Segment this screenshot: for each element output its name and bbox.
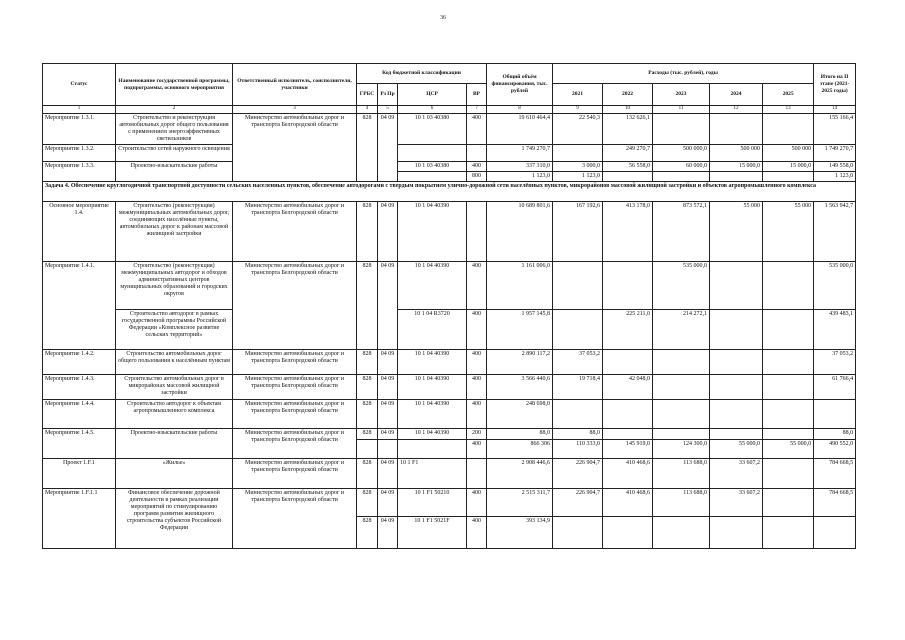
row-stage	[814, 517, 856, 549]
row-rzpr: 04 09	[378, 517, 398, 549]
col-num: 3	[233, 106, 357, 114]
row-executor: Министерство автомобильных дорог и транспорта Белгородской области	[233, 429, 357, 459]
row-2024	[710, 310, 763, 350]
row-vr: 400	[467, 375, 487, 400]
row-vr: 400	[467, 400, 487, 429]
row-2023	[653, 517, 710, 549]
row-2023: 124 300,0	[653, 440, 710, 459]
row-2021: 167 192,6	[553, 202, 603, 262]
row-vr	[467, 145, 487, 162]
row-grbs: 828	[357, 429, 378, 440]
table-row	[43, 459, 856, 489]
row-vr: 400	[467, 517, 487, 549]
table-row	[43, 489, 856, 517]
column-number-row	[43, 106, 856, 114]
row-vr	[467, 202, 487, 262]
row-rzpr	[378, 440, 398, 459]
row-grbs: 828	[357, 262, 378, 350]
row-2023	[653, 429, 710, 440]
row-2023: 113 688,0	[653, 459, 710, 489]
row-stage: 1 563 942,7	[814, 202, 856, 262]
row-csr: 10 1 03 40380	[398, 114, 467, 145]
row-2022: 225 211,0	[603, 310, 653, 350]
table-row	[43, 262, 856, 310]
row-2025	[763, 400, 814, 429]
row-total: 337 310,0	[487, 162, 553, 172]
row-total: 2 908 446,6	[487, 459, 553, 489]
row-stage: 439 483,1	[814, 310, 856, 350]
row-csr: 10 1 04 R3720	[398, 310, 467, 350]
row-name: Строительство автомобильных дорог общего пользования к населённым пунктам	[116, 350, 233, 375]
row-2021	[553, 310, 603, 350]
row-csr: 10 1 F1	[398, 459, 467, 489]
row-total: 2 515 311,7	[487, 489, 553, 517]
row-2025	[763, 262, 814, 310]
row-grbs: 828	[357, 459, 378, 489]
row-2023: 60 000,0	[653, 162, 710, 172]
row-total: 866 306	[487, 440, 553, 459]
header-program: Наименование государственной программы, подпрограммы, основного мероприятия	[116, 64, 233, 106]
col-num: 13	[763, 106, 814, 114]
header-2024: 2024	[710, 84, 763, 106]
row-2025: 55 000,0	[763, 440, 814, 459]
header-rzpr: Рз Пр	[378, 84, 398, 106]
row-2023	[653, 400, 710, 429]
header-status: Статус	[43, 64, 116, 106]
row-2025	[763, 489, 814, 517]
row-grbs: 828	[357, 350, 378, 375]
row-2025	[763, 350, 814, 375]
row-2022	[603, 262, 653, 310]
row-2025	[763, 375, 814, 400]
row-name: Строительство (реконструкция) межмуниципальных автодорог и обходов административных центров муниципальных образований и городских округов	[116, 262, 233, 310]
row-total: 3 566 440,6	[487, 375, 553, 400]
row-2024	[710, 400, 763, 429]
row-2021	[553, 517, 603, 549]
row-2025: 500 000	[763, 145, 814, 162]
header-executor: Ответственный исполнитель, соисполнители, участники	[233, 64, 357, 106]
row-2025: 55 000	[763, 202, 814, 262]
row-stage: 149 558,0	[814, 162, 856, 172]
row-2024	[710, 114, 763, 145]
row-2022	[603, 429, 653, 440]
col-num: 4	[357, 106, 378, 114]
row-status: Основное мероприятие 1.4.	[43, 202, 116, 262]
row-total: 2 890 117,2	[487, 350, 553, 375]
row-grbs: 828	[357, 202, 378, 262]
row-2023: 214 272,1	[653, 310, 710, 350]
header-2022: 2022	[603, 84, 653, 106]
row-csr: 10 1 F1 5021F	[398, 517, 467, 549]
row-2021: 110 333,0	[553, 440, 603, 459]
row-2023	[653, 114, 710, 145]
row-status: Мероприятие 1.4.2.	[43, 350, 116, 375]
row-2023: 873 572,1	[653, 202, 710, 262]
row-2021: 1 123,0	[553, 172, 603, 182]
row-grbs: 828	[357, 400, 378, 429]
row-vr: 400	[467, 162, 487, 172]
row-2022: 410 468,6	[603, 489, 653, 517]
row-status: Мероприятие 1.4.1.	[43, 262, 116, 350]
table-row	[43, 202, 856, 262]
row-2021: 3 000,0	[553, 162, 603, 172]
row-total: 393 134,9	[487, 517, 553, 549]
row-rzpr: 04 09	[378, 400, 398, 429]
row-total: 1 749 270,7	[487, 145, 553, 162]
row-rzpr: 04 09	[378, 350, 398, 375]
row-2021: 226 904,7	[553, 459, 603, 489]
row-name: Строительство сетей наружного освещения	[116, 145, 233, 162]
row-2022	[603, 350, 653, 375]
row-name: Строительство автомобильных дорог в микрорайонах массовой жилищной застройки	[116, 375, 233, 400]
row-vr: 200	[467, 429, 487, 440]
row-2021: 88,0	[553, 429, 603, 440]
row-total: 88,0	[487, 429, 553, 440]
row-stage: 1 749 270,7	[814, 145, 856, 162]
row-2021	[553, 262, 603, 310]
row-2025	[763, 459, 814, 489]
header-stage: Итого на II этапе (2021-2025 годы)	[814, 64, 856, 106]
row-total: 10 689 801,6	[487, 202, 553, 262]
row-grbs: 828	[357, 489, 378, 517]
row-csr	[398, 440, 467, 459]
row-csr: 10 1 04 40390	[398, 375, 467, 400]
row-rzpr: 04 09	[378, 202, 398, 262]
task-row	[43, 182, 856, 202]
row-2024: 33 607,2	[710, 489, 763, 517]
row-status: Проект 1.F.1	[43, 459, 116, 489]
row-executor: Министерство автомобильных дорог и транспорта Белгородской области	[233, 459, 357, 489]
row-vr: 400	[467, 114, 487, 145]
row-stage: 37 053,2	[814, 350, 856, 375]
row-name: Строительство автодорог к объектам агропромышленного комплекса	[116, 400, 233, 429]
page-number: 36	[440, 15, 446, 21]
row-2025	[763, 310, 814, 350]
header-2021: 2021	[553, 84, 603, 106]
row-stage: 784 668,5	[814, 459, 856, 489]
row-2021: 37 053,2	[553, 350, 603, 375]
row-name: Строительство и реконструкция автомобильных дорог общего пользования с применением энергоэффективных светильников	[116, 114, 233, 145]
row-2022: 56 558,0	[603, 162, 653, 172]
row-2024	[710, 375, 763, 400]
row-2024: 33 607,2	[710, 459, 763, 489]
row-2022: 413 178,0	[603, 202, 653, 262]
row-executor: Министерство автомобильных дорог и транспорта Белгородской области	[233, 350, 357, 375]
col-num: 6	[398, 106, 467, 114]
col-num: 1	[43, 106, 116, 114]
row-csr: 10 1 04 40390	[398, 400, 467, 429]
row-2025: 15 000,0	[763, 162, 814, 172]
col-num: 8	[487, 106, 553, 114]
table-row	[43, 162, 856, 172]
header-vr: ВР	[467, 84, 487, 106]
row-2021	[553, 400, 603, 429]
row-total: 1 957 145,8	[487, 310, 553, 350]
row-2022	[603, 517, 653, 549]
col-num: 14	[814, 106, 856, 114]
task-4-title: Задача 4. Обеспечение круглогодичной транспортной доступности сельских населенных пунктов, обеспечение автодорогами с твердым покрытием улично-дорожной сети населённых пунктов, микрорайонов массовой жилищной застройки и объектов агропромышленного комплекса	[43, 182, 856, 202]
row-csr: 10 1 F1 50210	[398, 489, 467, 517]
row-vr: 400	[467, 489, 487, 517]
row-stage: 490 552,0	[814, 440, 856, 459]
row-name: Проектно-изыскательские работы	[116, 429, 233, 459]
row-status: Мероприятие 1.3.2.	[43, 145, 116, 162]
row-2022: 132 626,1	[603, 114, 653, 145]
row-name: Строительство (реконструкция) межмуниципальных автомобильных дорог, соединяющих населённые пункты, автомобильных дорог к районам массовой жилищной застройки	[116, 202, 233, 262]
row-total: 1 123,0	[487, 172, 553, 182]
row-2021	[553, 145, 603, 162]
row-2023: 535 000,0	[653, 262, 710, 310]
row-executor: Министерство автомобильных дорог и транспорта Белгородской области	[233, 262, 357, 350]
row-2025	[763, 517, 814, 549]
row-name: Финансовое обеспечение дорожной деятельности в рамках реализации мероприятий по стимулированию программ развития жилищного строительства субъектов Российской Федерации	[116, 489, 233, 549]
row-vr	[467, 459, 487, 489]
row-status: Мероприятие 1.4.5.	[43, 429, 116, 459]
row-2022	[603, 172, 653, 182]
row-status: Мероприятие 1.F.1.1	[43, 489, 116, 549]
row-csr	[398, 172, 467, 182]
row-csr: 10 1 04 40390	[398, 350, 467, 375]
col-num: 12	[710, 106, 763, 114]
row-rzpr: 04 09	[378, 375, 398, 400]
table-row	[43, 310, 856, 350]
row-stage: 1 123,0	[814, 172, 856, 182]
row-2024: 500 000	[710, 145, 763, 162]
row-2024: 15 000,0	[710, 162, 763, 172]
row-2022: 249 270,7	[603, 145, 653, 162]
header-years-group: Расходы (тыс. рублей), годы	[553, 64, 814, 84]
row-csr	[398, 145, 467, 162]
row-2022	[603, 400, 653, 429]
row-csr: 10 1 03 40380	[398, 162, 467, 172]
row-2023: 500 000,0	[653, 145, 710, 162]
row-stage	[814, 400, 856, 429]
row-total: 19 610 464,4	[487, 114, 553, 145]
row-2025	[763, 429, 814, 440]
row-2023	[653, 172, 710, 182]
row-2021: 19 718,4	[553, 375, 603, 400]
row-name: Проектно-изыскательские работы	[116, 162, 233, 182]
row-stage: 784 668,5	[814, 489, 856, 517]
row-2023	[653, 350, 710, 375]
row-2024: 55 000,0	[710, 440, 763, 459]
row-rzpr: 04 09	[378, 489, 398, 517]
header-row-1	[43, 64, 856, 84]
table-row	[43, 400, 856, 429]
row-executor: Министерство автомобильных дорог и транспорта Белгородской области	[233, 202, 357, 262]
row-grbs: 828	[357, 375, 378, 400]
row-vr: 400	[467, 350, 487, 375]
header-csr: ЦСР	[398, 84, 467, 106]
row-stage: 61 766,4	[814, 375, 856, 400]
row-vr: 400	[467, 262, 487, 310]
header-code-group: Код бюджетной классификации	[357, 64, 487, 84]
col-num: 7	[467, 106, 487, 114]
row-2022: 410 468,6	[603, 459, 653, 489]
row-2023: 113 688,0	[653, 489, 710, 517]
row-total: 248 698,0	[487, 400, 553, 429]
row-rzpr: 04 09	[378, 429, 398, 440]
row-2025	[763, 172, 814, 182]
row-rzpr: 04 09	[378, 114, 398, 182]
row-2021: 22 540,3	[553, 114, 603, 145]
row-2025	[763, 114, 814, 145]
row-stage: 535 000,0	[814, 262, 856, 310]
row-2024	[710, 172, 763, 182]
row-2023	[653, 375, 710, 400]
table-row	[43, 375, 856, 400]
row-name: Строительство автодорог в рамках государственной программы Российской Федерации «Комплексное развитие сельских территорий»	[116, 310, 233, 350]
row-csr: 10 1 04 40390	[398, 202, 467, 262]
row-grbs: 828	[357, 114, 378, 182]
row-executor: Министерство автомобильных дорог и транспорта Белгородской области	[233, 114, 357, 182]
row-executor: Министерство автомобильных дорог и транспорта Белгородской области	[233, 375, 357, 400]
col-num: 2	[116, 106, 233, 114]
row-name: «Жилье»	[116, 459, 233, 489]
header-grbs: ГРБС	[357, 84, 378, 106]
header-2023: 2023	[653, 84, 710, 106]
row-grbs: 828	[357, 517, 378, 549]
row-2024	[710, 429, 763, 440]
header-2025: 2025	[763, 84, 814, 106]
row-grbs	[357, 440, 378, 459]
row-vr: 800	[467, 172, 487, 182]
row-executor: Министерство автомобильных дорог и транспорта Белгородской области	[233, 489, 357, 549]
row-csr: 10 1 04 40390	[398, 429, 467, 440]
row-2022: 42 048,0	[603, 375, 653, 400]
col-num: 9	[553, 106, 603, 114]
row-vr: 400	[467, 440, 487, 459]
row-2022: 145 919,0	[603, 440, 653, 459]
row-rzpr: 04 09	[378, 459, 398, 489]
col-num: 11	[653, 106, 710, 114]
row-2024	[710, 350, 763, 375]
financing-table	[42, 63, 856, 549]
row-executor: Министерство автомобильных дорог и транспорта Белгородской области	[233, 400, 357, 429]
row-vr: 400	[467, 310, 487, 350]
table-row	[43, 114, 856, 145]
table-row	[43, 350, 856, 375]
table-row	[43, 429, 856, 440]
col-num: 10	[603, 106, 653, 114]
row-2024	[710, 262, 763, 310]
col-num: 5	[378, 106, 398, 114]
header-total: Общий объём финансирования, тыс. рублей	[487, 64, 553, 106]
row-status: Мероприятие 1.3.1.	[43, 114, 116, 145]
table-row	[43, 145, 856, 162]
row-total: 1 161 006,0	[487, 262, 553, 310]
row-2021: 226 904,7	[553, 489, 603, 517]
row-status: Мероприятие 1.4.3.	[43, 375, 116, 400]
row-2024: 55 000	[710, 202, 763, 262]
row-stage: 155 166,4	[814, 114, 856, 145]
row-csr: 10 1 04 40390	[398, 262, 467, 310]
row-status: Мероприятие 1.4.4.	[43, 400, 116, 429]
row-status: Мероприятие 1.3.3.	[43, 162, 116, 182]
row-stage: 88,0	[814, 429, 856, 440]
row-2024	[710, 517, 763, 549]
row-rzpr: 04 09	[378, 262, 398, 350]
